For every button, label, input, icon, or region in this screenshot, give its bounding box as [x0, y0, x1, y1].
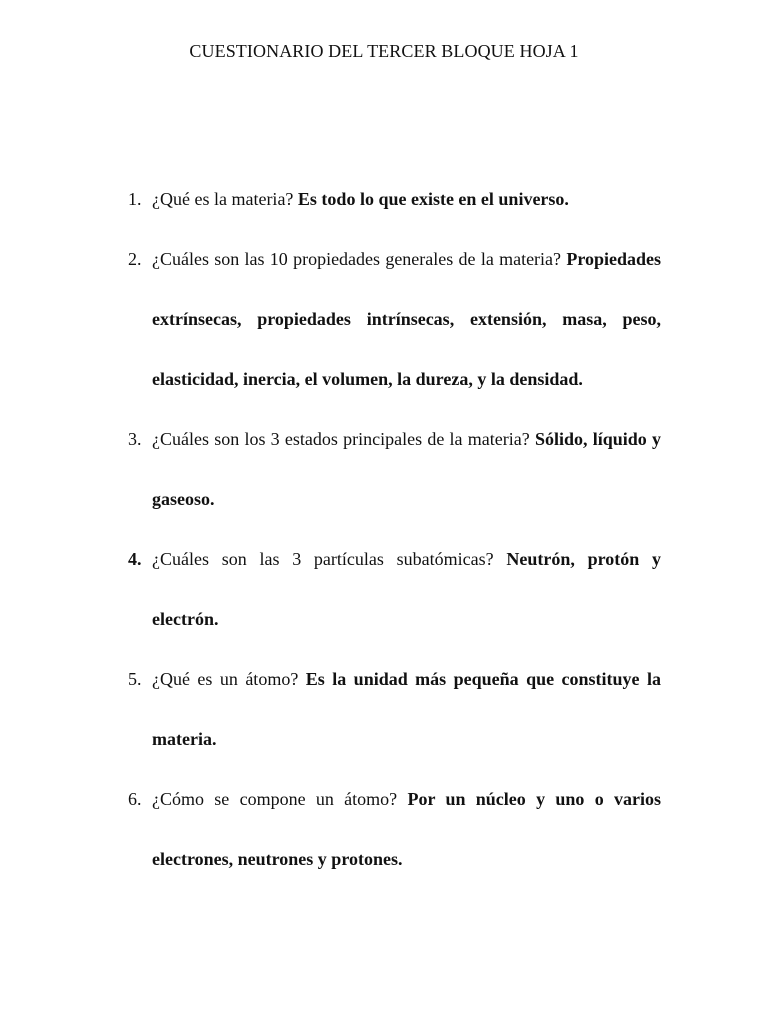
question-item-5 — [128, 649, 661, 769]
question-text: ¿Cuáles son los 3 estados principales de la materia? — [152, 429, 530, 449]
question-text: ¿Cuáles son las 10 propiedades generales de la materia? — [152, 249, 562, 269]
question-text: ¿Qué es la materia? — [152, 189, 294, 209]
question-number: 5. — [128, 669, 142, 689]
answer-text: Sólido, líquido y gaseoso. — [152, 429, 662, 509]
question-list — [128, 169, 661, 889]
question-number: 3. — [128, 429, 142, 449]
question-item-4 — [128, 529, 661, 649]
question-item-2 — [128, 229, 661, 409]
answer-text: Propiedades extrínsecas, propiedades intrínsecas, extensión, masa, peso, elasticidad, inercia, el volumen, la dureza, y la densidad. — [152, 249, 662, 389]
question-item-1 — [128, 169, 661, 229]
question-item-3 — [128, 409, 661, 529]
question-item-6 — [128, 769, 661, 889]
question-text: ¿Cuáles son las 3 partículas subatómicas? — [152, 549, 494, 569]
question-number: 1. — [128, 189, 142, 209]
question-text: ¿Qué es un átomo? — [152, 669, 299, 689]
question-text: ¿Cómo se compone un átomo? — [152, 789, 398, 809]
answer-text: Es todo lo que existe en el universo. — [297, 189, 569, 209]
answer-text: Por un núcleo y uno o varios electrones, neutrones y protones. — [152, 789, 662, 869]
question-number: 4. — [128, 549, 142, 569]
answer-text: Es la unidad más pequeña que constituye la materia. — [152, 669, 661, 749]
question-number: 2. — [128, 249, 142, 269]
document-title: CUESTIONARIO DEL TERCER BLOQUE HOJA 1 — [189, 41, 579, 61]
question-number: 6. — [128, 789, 142, 809]
answer-text: Neutrón, protón y electrón. — [152, 549, 662, 629]
